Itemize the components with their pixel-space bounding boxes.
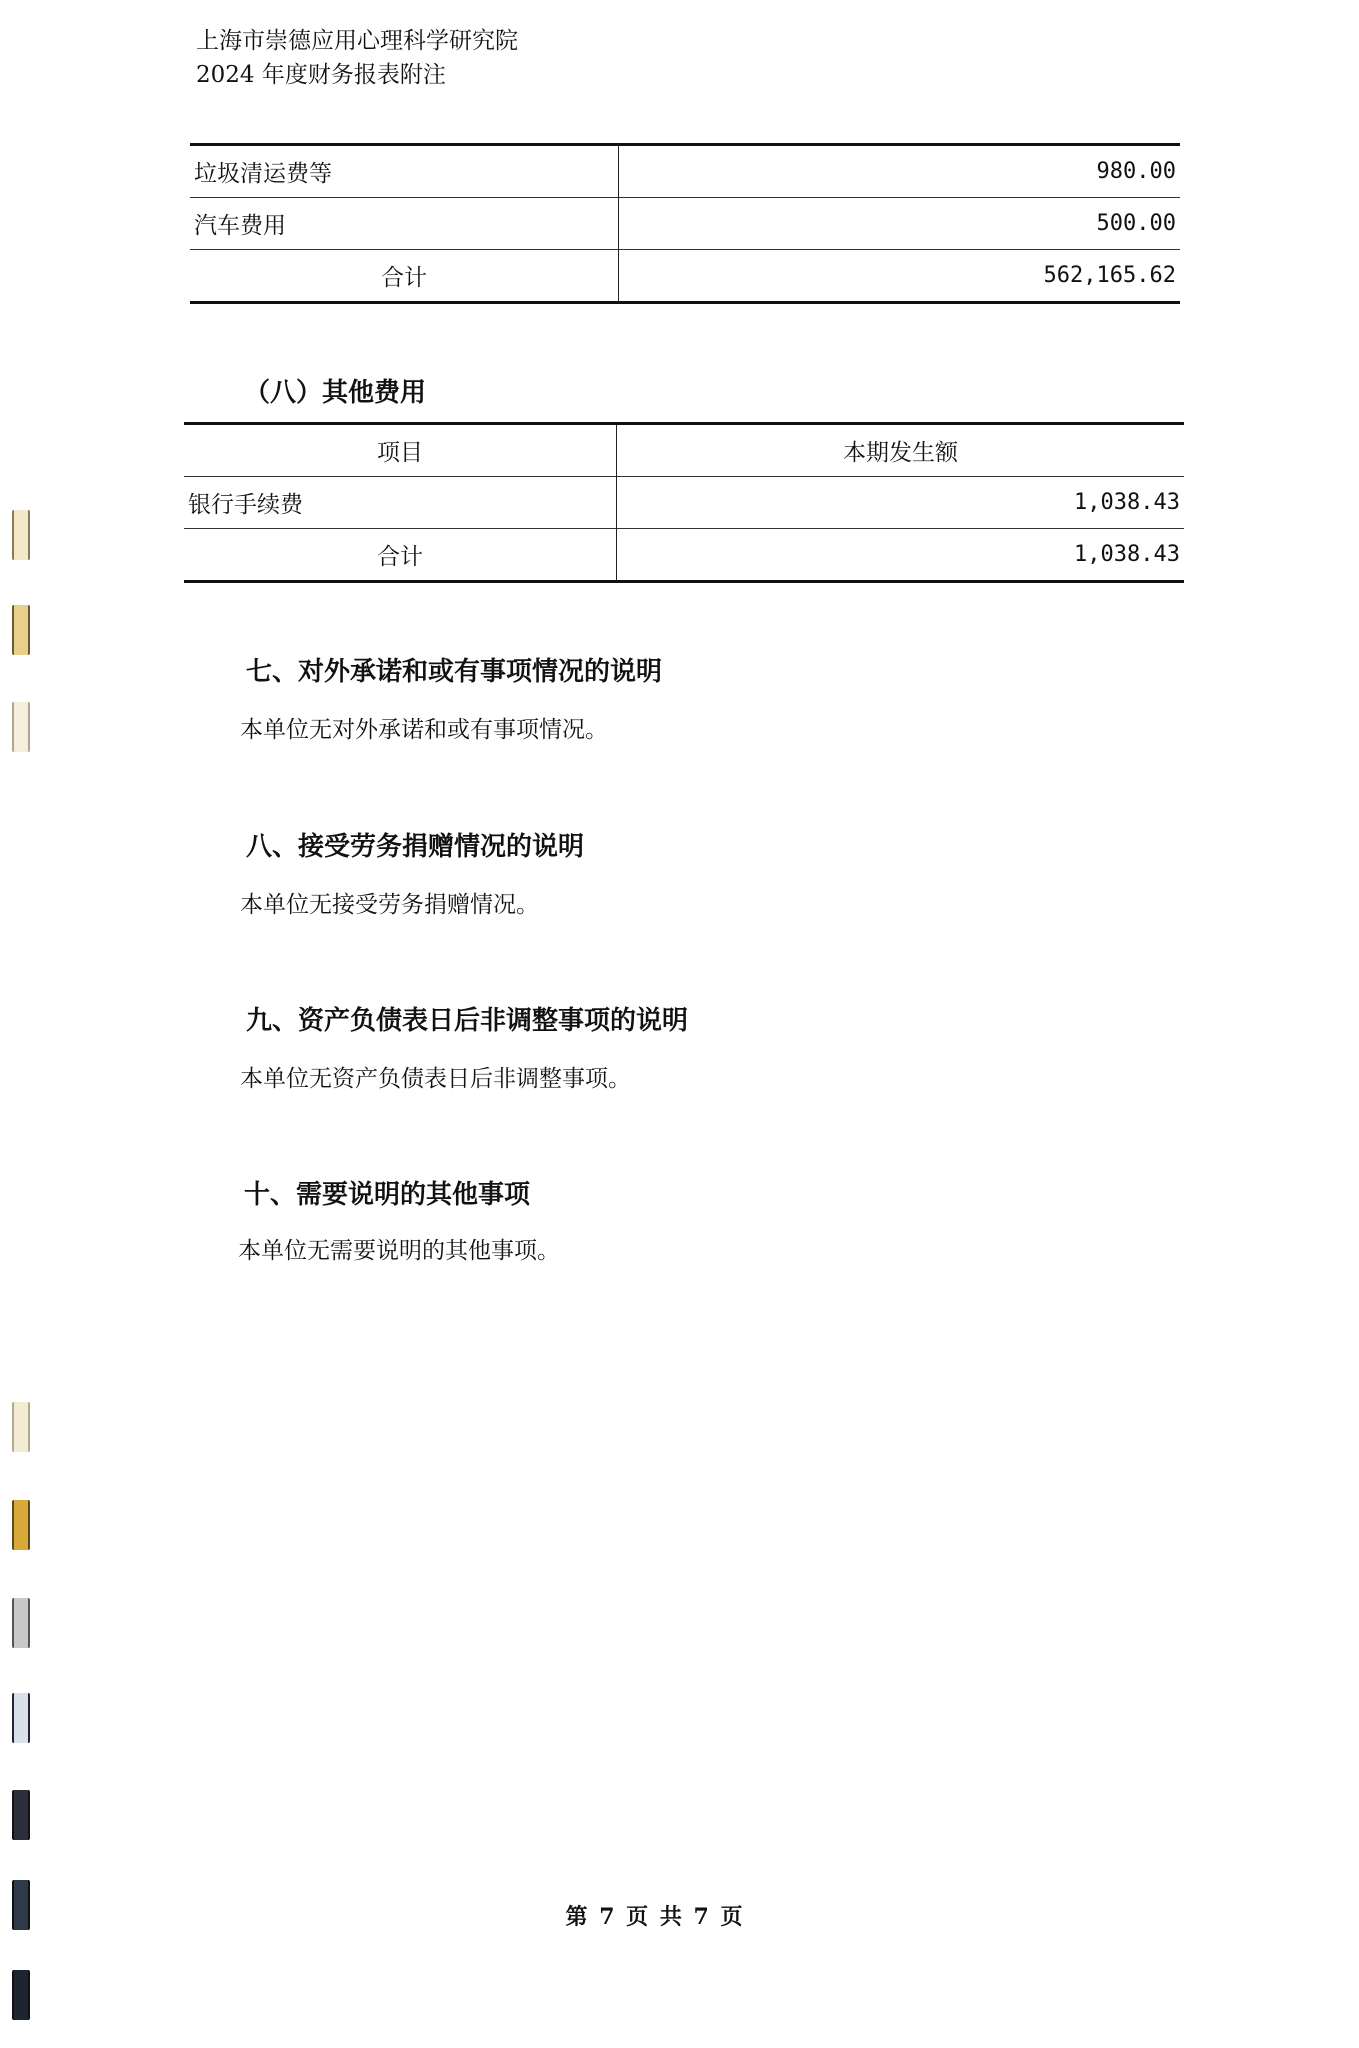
table-row — [190, 145, 1180, 198]
row-label: 银行手续费 — [184, 477, 617, 529]
binding-edge — [6, 90, 34, 2040]
section-title: 七、对外承诺和或有事项情况的说明 — [246, 657, 663, 687]
page-header — [196, 24, 518, 92]
table-total-row — [190, 250, 1180, 303]
section-body: 本单位无资产负债表日后非调整事项。 — [240, 1066, 631, 1092]
table-header-row — [184, 424, 1184, 477]
org-name: 上海市崇德应用心理科学研究院 — [196, 28, 518, 54]
section-title: 八、接受劳务捐赠情况的说明 — [246, 832, 585, 862]
section-title: 十、需要说明的其他事项 — [244, 1180, 531, 1210]
section-body: 本单位无对外承诺和或有事项情况。 — [240, 717, 608, 743]
doc-title: 2024 年度财务报表附注 — [196, 62, 446, 88]
page-number: 第 7 页 共 7 页 — [565, 1904, 745, 1930]
expense-table-continued — [190, 143, 1180, 304]
binding-mark — [12, 1790, 30, 1840]
table-row — [184, 477, 1184, 529]
column-header-amount: 本期发生额 — [843, 440, 958, 466]
binding-mark — [12, 1402, 30, 1452]
binding-mark — [12, 702, 30, 752]
total-label: 合计 — [190, 250, 619, 303]
section-title: 九、资产负债表日后非调整事项的说明 — [246, 1006, 689, 1036]
binding-mark — [12, 1693, 30, 1743]
row-label: 汽车费用 — [190, 198, 619, 250]
row-label: 垃圾清运费等 — [190, 145, 619, 198]
subsection-title: （八）其他费用 — [244, 378, 427, 408]
row-value: 1,038.43 — [617, 477, 1185, 529]
binding-mark — [12, 1970, 30, 2020]
row-value: 980.00 — [1096, 159, 1176, 184]
total-label: 合计 — [184, 529, 617, 582]
binding-mark — [12, 605, 30, 655]
other-expense-table — [184, 422, 1184, 583]
section-body: 本单位无需要说明的其他事项。 — [238, 1238, 560, 1264]
binding-mark — [12, 1598, 30, 1648]
binding-mark — [12, 510, 30, 560]
section-body: 本单位无接受劳务捐赠情况。 — [240, 892, 539, 918]
table-row — [190, 198, 1180, 250]
column-header-item: 项目 — [184, 424, 617, 477]
binding-mark — [12, 1500, 30, 1550]
total-value: 562,165.62 — [619, 250, 1181, 303]
total-value: 1,038.43 — [617, 529, 1185, 582]
row-value: 500.00 — [619, 198, 1181, 250]
table-total-row — [184, 529, 1184, 582]
